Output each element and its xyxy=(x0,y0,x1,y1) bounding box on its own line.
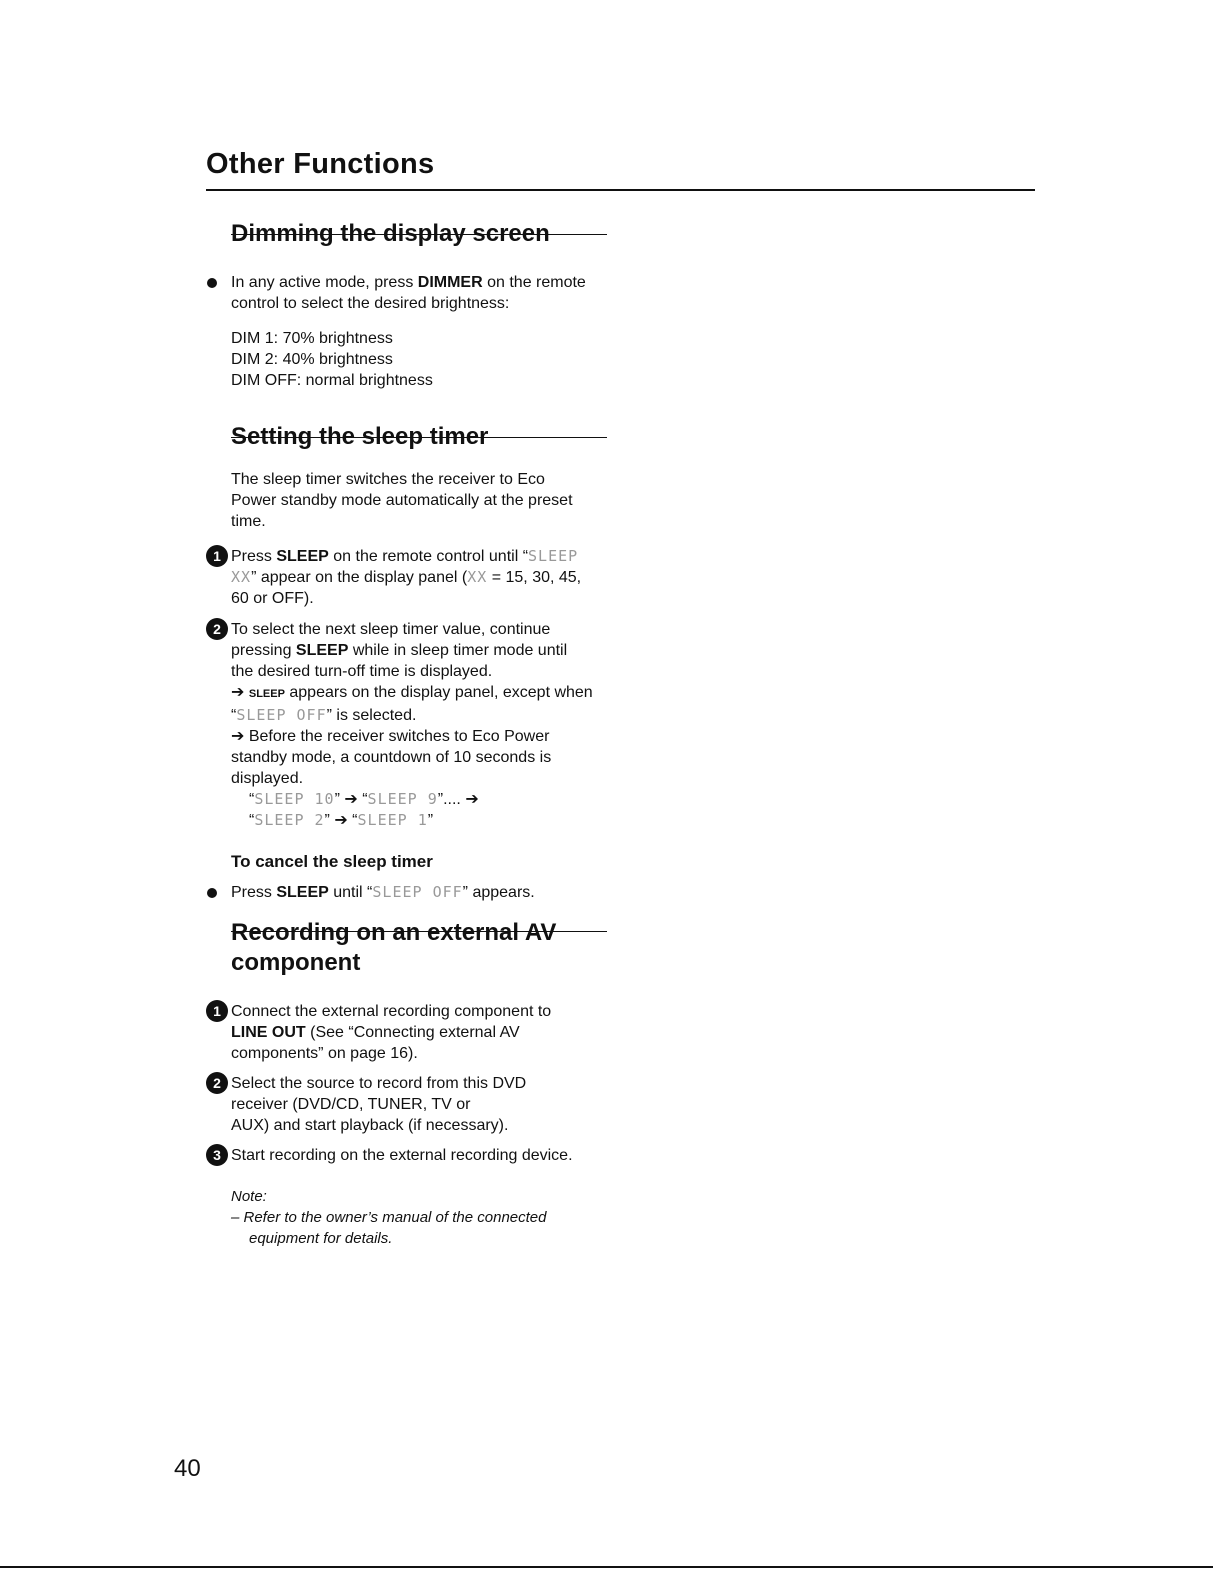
text-line: “SLEEP OFF” is selected. xyxy=(231,706,417,724)
step-number-2: 2 xyxy=(206,1072,228,1094)
text-line: displayed. xyxy=(231,770,304,787)
dim-options-list xyxy=(231,328,611,391)
text-line: LINE OUT (See “Connecting external AV xyxy=(231,1024,520,1041)
bullet-dot xyxy=(207,278,217,288)
arrow-icon: ➔ xyxy=(231,728,245,745)
recording-step-2 xyxy=(231,1073,611,1136)
countdown-sequence: “SLEEP 10” ➔ “SLEEP 9”.... ➔ xyxy=(249,790,479,808)
text-line: To select the next sleep timer value, continue xyxy=(231,621,551,638)
note-text: equipment for details. xyxy=(249,1230,393,1247)
text-line: The sleep timer switches the receiver to Eco xyxy=(231,471,545,488)
recording-step-3 xyxy=(231,1145,611,1166)
section-heading-dimming xyxy=(231,220,607,249)
countdown-sequence: “SLEEP 2” ➔ “SLEEP 1” xyxy=(249,811,434,829)
text-line: Select the source to record from this DVD xyxy=(231,1075,527,1092)
text-line: XX” appear on the display panel (XX = 15, 30, 45, xyxy=(231,568,582,586)
recording-step-1 xyxy=(231,1001,611,1064)
arrow-icon: ➔ xyxy=(334,812,348,829)
step-number-1: 1 xyxy=(206,1000,228,1022)
bottom-rule xyxy=(0,1566,1213,1568)
dim-option: DIM OFF: normal brightness xyxy=(231,372,433,389)
text-line: pressing SLEEP while in sleep timer mode until xyxy=(231,642,568,659)
text-line: 60 or OFF). xyxy=(231,590,314,607)
cancel-sleep-heading: To cancel the sleep timer xyxy=(231,852,433,871)
step-number-3: 3 xyxy=(206,1144,228,1166)
bullet-dot xyxy=(207,888,217,898)
dim-option: DIM 1: 70% brightness xyxy=(231,330,393,347)
text-line: Power standby mode automatically at the preset xyxy=(231,492,573,509)
text-line: standby mode, a countdown of 10 seconds is xyxy=(231,749,552,766)
arrow-icon: ➔ xyxy=(465,791,479,808)
text-line: In any active mode, press DIMMER on the remote xyxy=(231,274,586,291)
text-line: ➔ SLEEP appears on the display panel, except when xyxy=(231,684,593,701)
arrow-icon: ➔ xyxy=(231,684,245,701)
text-line: control to select the desired brightness: xyxy=(231,295,510,312)
step-number-1: 1 xyxy=(206,545,228,567)
text-line: time. xyxy=(231,513,266,530)
text-line: Press SLEEP until “SLEEP OFF” appears. xyxy=(231,883,535,901)
text-line: the desired turn-off time is displayed. xyxy=(231,663,493,680)
section-heading-recording xyxy=(231,919,607,978)
text-line: Connect the external recording component to xyxy=(231,1003,552,1020)
arrow-icon: ➔ xyxy=(344,791,358,808)
text-line: receiver (DVD/CD, TUNER, TV or xyxy=(231,1096,471,1113)
heading-text: Dimming the display screen xyxy=(231,220,550,247)
text-line: ➔ Before the receiver switches to Eco Power xyxy=(231,728,550,745)
sleep-intro xyxy=(231,469,611,532)
text-line: Start recording on the external recording device. xyxy=(231,1147,573,1164)
section-heading-sleep xyxy=(231,423,607,452)
text-line: components” on page 16). xyxy=(231,1045,418,1062)
title-rule xyxy=(206,189,1035,191)
heading-text: Recording on an external AV xyxy=(231,919,557,946)
sleep-step-2 xyxy=(231,619,611,831)
note-label: Note: xyxy=(231,1188,267,1205)
heading-text: component xyxy=(231,949,361,976)
step-number-2: 2 xyxy=(206,618,228,640)
cancel-sleep-instruction xyxy=(231,882,611,903)
sleep-step-1 xyxy=(231,546,611,609)
page-number: 40 xyxy=(174,1455,201,1482)
dimmer-instruction xyxy=(231,272,611,314)
heading-text: Setting the sleep timer xyxy=(231,423,489,450)
dim-option: DIM 2: 40% brightness xyxy=(231,351,393,368)
text-line: AUX) and start playback (if necessary). xyxy=(231,1117,509,1134)
page-title: Other Functions xyxy=(206,148,435,180)
note-text: – Refer to the owner’s manual of the connected xyxy=(231,1209,547,1226)
note-block xyxy=(231,1186,611,1249)
text-line: Press SLEEP on the remote control until “SLEEP xyxy=(231,547,579,565)
